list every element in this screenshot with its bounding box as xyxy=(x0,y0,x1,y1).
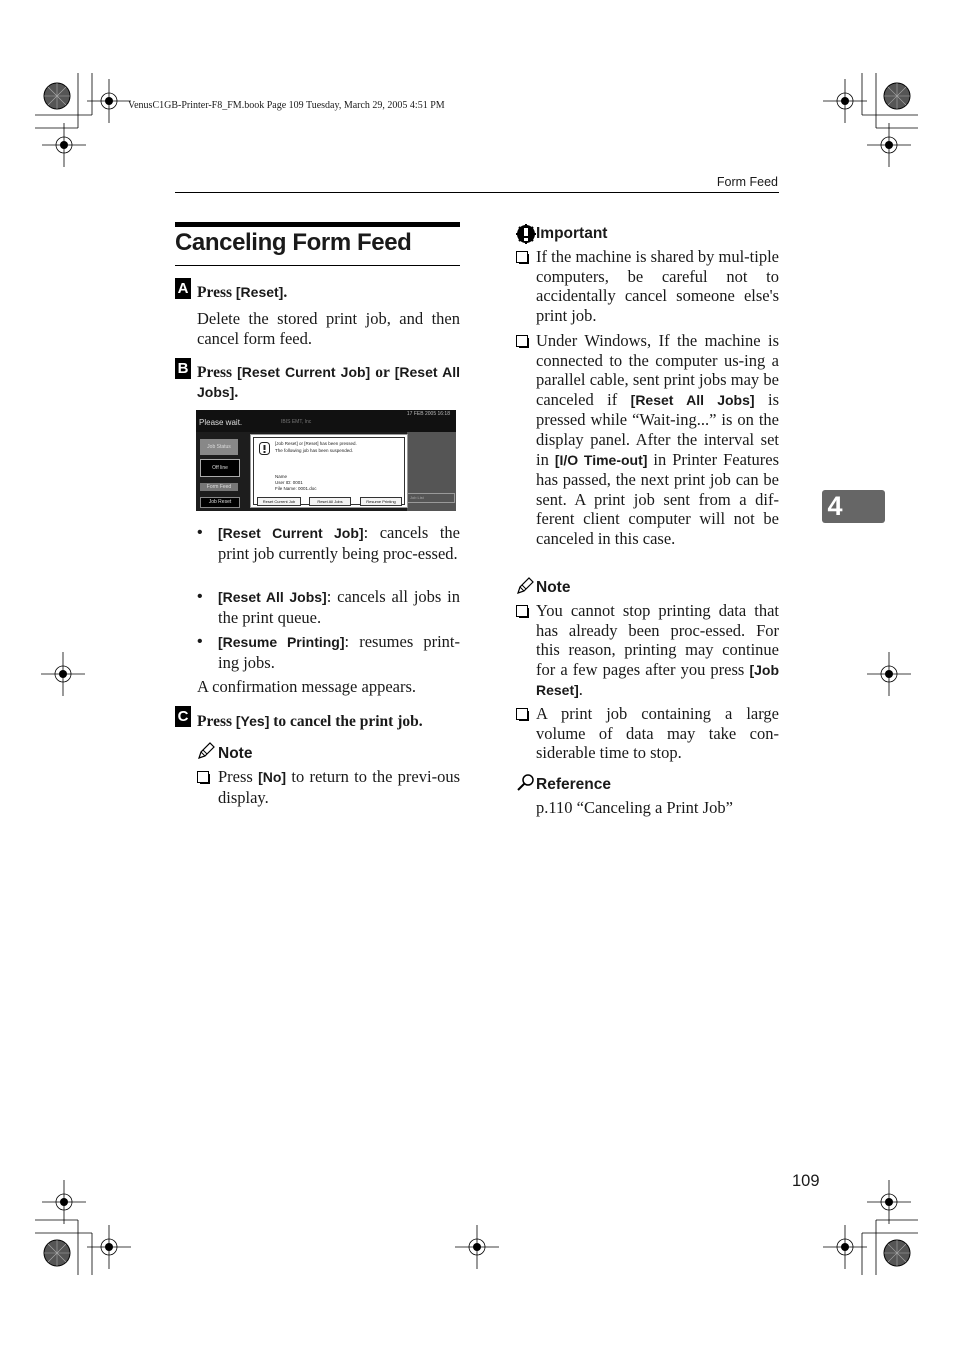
step-number-1: A xyxy=(175,278,191,299)
screen-date: 17 FEB 2005 16:18 xyxy=(406,411,450,417)
section-title-bar xyxy=(175,222,460,227)
checkbox-icon xyxy=(516,251,528,263)
page-number: 109 xyxy=(792,1172,820,1190)
screen-offline-button: Off line xyxy=(200,459,240,477)
section-title-rule xyxy=(175,265,460,266)
screen-title: Please wait. xyxy=(199,418,243,427)
dialog-line: The following job has been suspended. xyxy=(275,448,354,453)
step-1-heading: Press [Reset]. xyxy=(197,284,288,301)
dialog-reset-all-jobs-button: Reset All Jobs xyxy=(309,497,351,506)
dialog-reset-current-job-button: Reset Current Job xyxy=(257,497,301,506)
dialog-line: File Name: 0001.doc xyxy=(275,486,317,491)
running-head: Form Feed xyxy=(716,175,778,189)
dialog-line: User ID: 0001 xyxy=(275,480,303,485)
screen-host: IBIS EMT, Inc xyxy=(281,419,312,425)
important-item-2: Under Windows, If the machine is connected to the computer us-ing a parallel cable, sent print jobs may be canceled if [Reset All Jobs] is pressed while “Wait-ing...” is on the display panel. After the interval set in [I/O Time-out] in Printer Features has passed, the next print job can be sent. A print job sent from a dif-ferent client computer will not be canceled in this case. xyxy=(536,331,780,548)
right-note-item-1: You cannot stop printing data that has already been proc-essed. For this reason, printing may continue for a few pages after you press [Job Reset]. xyxy=(536,601,779,700)
left-note-heading: Note xyxy=(218,745,253,762)
step-3-heading: Press [Yes] to cancel the print job. xyxy=(197,713,423,730)
important-icon xyxy=(516,224,536,244)
confirmation-text: A confirmation message appears. xyxy=(197,677,417,696)
bullet-item-resume-printing: • [Resume Printing]: resumes print-ing jobs. xyxy=(197,632,460,672)
display-panel-screenshot xyxy=(196,410,456,511)
print-header: VenusC1GB-Printer-F8_FM.book Page 109 Tuesday, March 29, 2005 4:51 PM xyxy=(128,100,445,111)
step-number-3: C xyxy=(175,706,191,727)
screen-job-status-button: Job Status xyxy=(200,439,238,455)
dialog-line: Name xyxy=(275,474,288,479)
chapter-number: 4 xyxy=(827,491,843,521)
checkbox-icon xyxy=(516,335,528,347)
checkbox-icon xyxy=(516,605,528,617)
magnifier-icon xyxy=(516,773,535,792)
screen-form-feed-button: Form Feed xyxy=(200,483,238,491)
screen-dialog xyxy=(250,434,408,508)
important-heading: Important xyxy=(536,225,608,242)
section-title: Canceling Form Feed xyxy=(175,229,412,256)
reference-heading: Reference xyxy=(536,776,611,793)
warning-icon xyxy=(259,442,270,455)
right-note-item-2: A print job containing a large volume of data may take con-siderable time to stop. xyxy=(536,704,779,763)
screen-job-reset-button: Job Reset xyxy=(200,497,240,508)
right-note-heading: Note xyxy=(536,579,571,596)
screen-job-list-button: Job List xyxy=(407,493,455,503)
checkbox-icon xyxy=(516,708,528,720)
step-1-body: Delete the stored print job, and then cancel form feed. xyxy=(197,309,460,348)
dialog-resume-printing-button: Resume Printing xyxy=(360,497,402,506)
left-note-item: Press [No] to return to the previ-ous display. xyxy=(218,767,460,807)
reference-text: p.110 “Canceling a Print Job” xyxy=(536,798,733,817)
step-2-heading: Press [Reset Current Job] or [Reset All Jobs]. xyxy=(197,364,461,401)
header-rule xyxy=(175,192,779,193)
chapter-tab xyxy=(822,490,885,523)
pencil-icon xyxy=(197,742,215,760)
pencil-icon xyxy=(516,577,534,595)
checkbox-icon xyxy=(197,771,209,783)
important-item-1: If the machine is shared by mul-tiple computers, be careful not to accidentally cancel someone else's print job. xyxy=(536,247,779,325)
dialog-line: [Job Reset] or [Reset] has been pressed. xyxy=(275,441,357,446)
bullet-item-reset-current-job: • [Reset Current Job]: cancels the print job currently being proc-essed. xyxy=(197,523,461,563)
step-number-2: B xyxy=(175,358,191,379)
bullet-item-reset-all-jobs: • [Reset All Jobs]: cancels all jobs in the print queue. xyxy=(197,587,461,627)
